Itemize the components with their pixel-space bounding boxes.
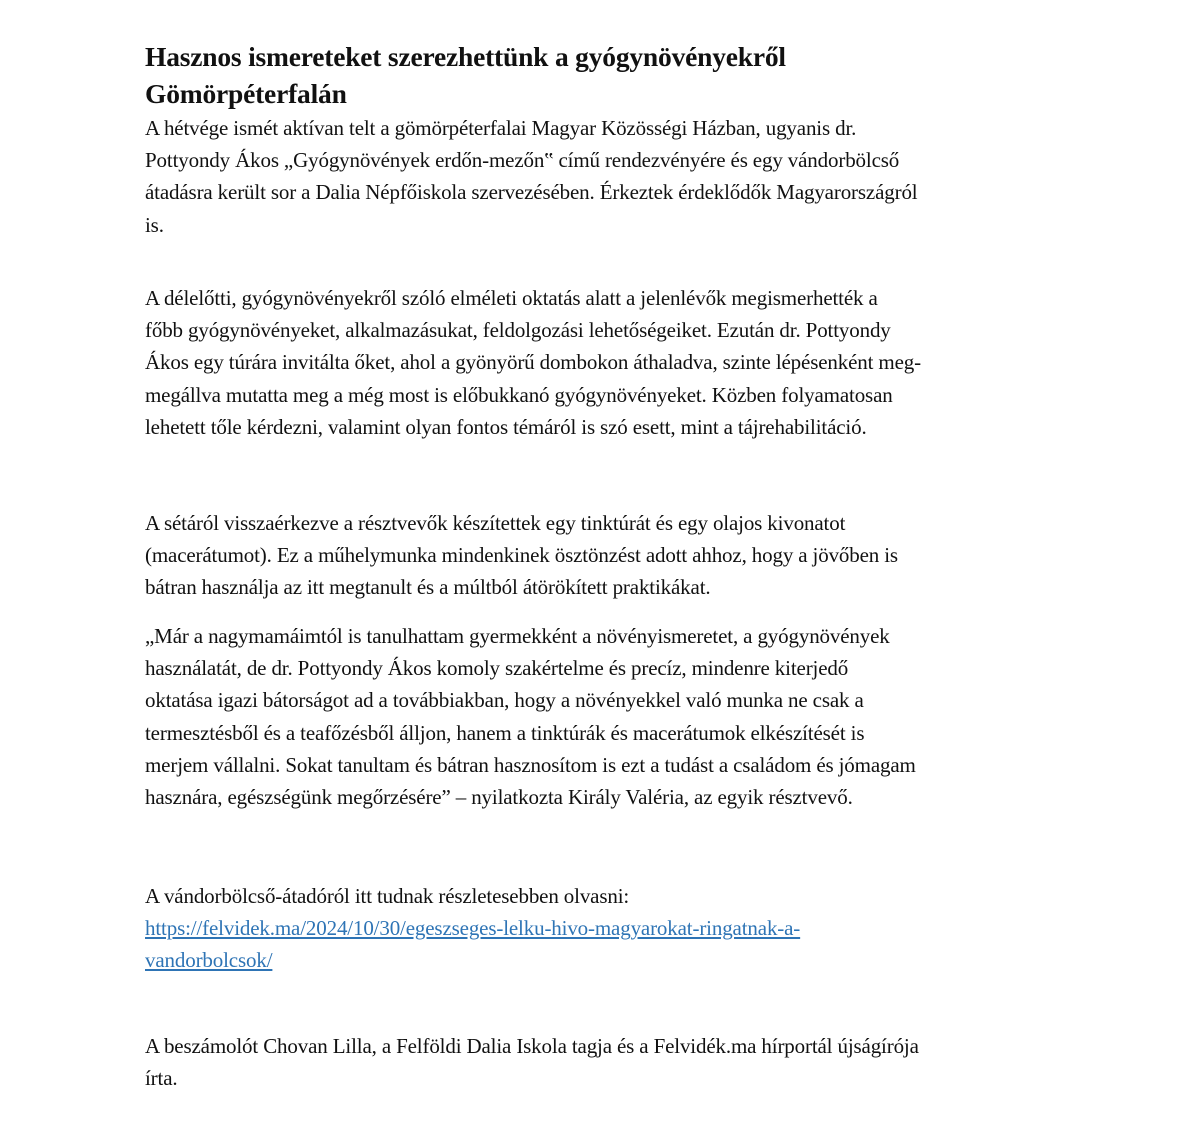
article-link[interactable] (145, 912, 800, 976)
text-line: A beszámolót Chovan Lilla, a Felföldi Dalia Iskola tagja és a Felvidék.ma hírportál újságírója (145, 1034, 919, 1058)
paragraph-author-credit (145, 1030, 919, 1094)
text-line: is. (145, 212, 164, 237)
link-line[interactable]: https://felvidek.ma/2024/10/30/egeszseges-lelku-hivo-magyarokat-ringatnak-a- (145, 916, 801, 941)
text-line: „Már a nagymamáimtól is tanulhattam gyermekként a növényismeretet, a gyógynövények (145, 624, 890, 648)
text-line: A hétvége ismét aktívan telt a gömörpéterfalai Magyar Közösségi Házban, ugyanis dr. (145, 116, 857, 140)
link-line[interactable]: vandorbolcsok/ (145, 948, 273, 973)
paragraph-intro (145, 112, 1065, 241)
text-line: A délelőtti, gyógynövényekről szóló elméleti oktatás alatt a jelenlévők megismerhették a (145, 286, 878, 310)
text-line: Ákos egy túrára invitálta őket, ahol a gyönyörű dombokon áthaladva, szinte lépésenként meg- (145, 350, 921, 375)
text-line: használatát, de dr. Pottyondy Ákos komoly szakértelme és precíz, mindenre kiterjedő (145, 656, 849, 681)
paragraph-read-more (145, 880, 800, 977)
text-line: merjem vállalni. Sokat tanultam és bátran hasznosítom is ezt a tudást a családom és jómagam (145, 752, 916, 777)
text-line: lehetett tőle kérdezni, valamint olyan fontos témáról is szó esett, mint a tájrehabilitáció. (145, 414, 867, 439)
paragraph-workshop (145, 507, 898, 604)
text-line: megállva mutatta meg a még most is előbukkanó gyógynövényeket. Közben folyamatosan (145, 382, 893, 407)
text-line: termesztésből és a teafőzésből álljon, hanem a tinktúrák és macerátumok elkészítését is (145, 720, 865, 745)
text-line: átadásra került sor a Dalia Népfőiskola szervezésében. Érkeztek érdeklődők Magyarországról (145, 180, 918, 205)
text-line: főbb gyógynövényeket, alkalmazásukat, feldolgozási lehetőségeiket. Ezután dr. Pottyondy (145, 318, 891, 343)
read-more-intro: A vándorbölcső-átadóról itt tudnak részletesebben olvasni: (145, 884, 630, 908)
paragraph-morning-session (145, 282, 921, 443)
text-line: Pottyondy Ákos „Gyógynövények erdőn-mezőn‟ című rendezvényére és egy vándorbölcső (145, 148, 900, 173)
text-line: bátran használja az itt megtanult és a múltból átörökített praktikákat. (145, 575, 711, 600)
article-title (145, 38, 1065, 112)
text-line: oktatása igazi bátorságot ad a továbbiakban, hogy a növényekkel való munka ne csak a (145, 688, 864, 713)
title-line: Hasznos ismereteket szerezhettünk a gyógynövényekről (145, 41, 786, 72)
text-line: írta. (145, 1066, 178, 1091)
article (145, 38, 1065, 1091)
text-line: (macerátumot). Ez a műhelymunka mindenkinek ösztönzést adott ahhoz, hogy a jövőben is (145, 543, 898, 568)
title-line: Gömörpéterfalán (145, 78, 347, 109)
text-line: A sétáról visszaérkezve a résztvevők készítettek egy tinktúrát és egy olajos kivonatot (145, 511, 846, 535)
text-line: hasznára, egészségünk megőrzésére” – nyilatkozta Király Valéria, az egyik résztvevő. (145, 785, 853, 810)
paragraph-quote (145, 620, 916, 813)
